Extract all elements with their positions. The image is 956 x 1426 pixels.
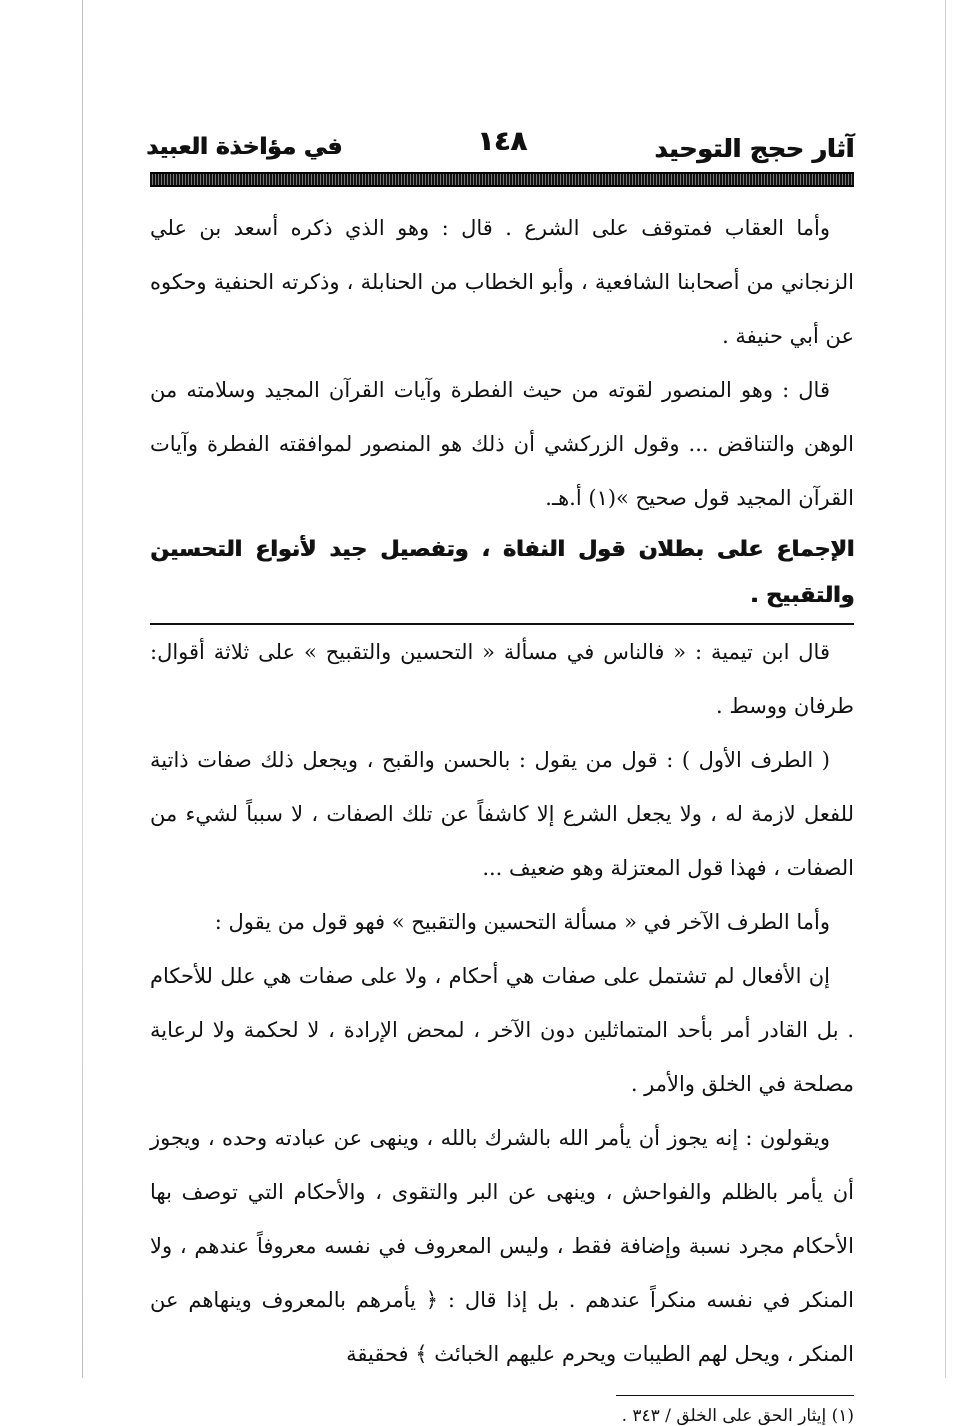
paragraph: قال ابن تيمية : « فالناس في مسألة « التحسين والتقبيح » على ثلاثة أقوال: طرفان ووسط . xyxy=(150,640,854,718)
footnote: (١) إيثار الحق على الخلق / ٣٤٣ . xyxy=(621,1406,854,1426)
scan-margin-line xyxy=(82,0,83,1378)
page-number: ١٤٨ xyxy=(477,126,527,157)
book-title: آثار حجج التوحيد xyxy=(654,134,854,163)
footnote-rule xyxy=(616,1395,854,1396)
section-title: في مؤاخذة العبيد xyxy=(146,134,342,160)
paragraph: وأما الطرف الآخر في « مسألة التحسين والتقبيح » فهو قول من يقول : xyxy=(214,910,830,934)
header-rule xyxy=(150,172,854,187)
body-text xyxy=(150,201,854,1381)
section-heading: الإجماع على بطلان قول النفاة ، وتفصيل جيد لأنواع التحسين والتقبيح . xyxy=(150,527,854,625)
paragraph: قال : وهو المنصور لقوته من حيث الفطرة وآيات القرآن المجيد وسلامته من الوهن والتناقض ... وقول الزركشي أن ذلك هو المنصور لموافقته الفطرة وآيات القرآن المجيد قول صحيح »(١) أ.هـ. xyxy=(150,378,854,510)
paragraph: وأما العقاب فمتوقف على الشرع . قال : وهو الذي ذكره أسعد بن علي الزنجاني من أصحابنا الشافعية ، وأبو الخطاب من الحنابلة ، وذكرته الحنفية وحكوه عن أبي حنيفة . xyxy=(150,216,854,348)
book-page xyxy=(146,126,854,1426)
paragraph: ( الطرف الأول ) : قول من يقول : بالحسن والقبح ، ويجعل ذلك صفات ذاتية للفعل لازمة له ، ولا يجعل الشرع إلا كاشفاً عن تلك الصفات ، لا سبباً لشيء من الصفات ، فهذا قول المعتزلة وهو ضعيف ... xyxy=(150,748,854,880)
paragraph: إن الأفعال لم تشتمل على صفات هي أحكام ، ولا على صفات هي علل للأحكام . بل القادر أمر بأحد المتماثلين دون الآخر ، لمحض الإرادة ، لا لحكمة ولا لرعاية مصلحة في الخلق والأمر . xyxy=(150,964,854,1096)
scan-edge-line xyxy=(945,0,946,1378)
running-header xyxy=(146,126,854,170)
paragraph: ويقولون : إنه يجوز أن يأمر الله بالشرك بالله ، وينهى عن عبادته وحده ، ويجوز أن يأمر بالظلم والفواحش ، وينهى عن البر والتقوى ، والأحكام التي توصف بها الأحكام مجرد نسبة وإضافة فقط ، وليس المعروف في نفسه معروفاً عندهم ، ولا المنكر في نفسه منكراً عندهم . بل إذا قال : ﴿ يأمرهم بالمعروف وينهاهم عن المنكر ، ويحل لهم الطيبات ويحرم عليهم الخبائث ﴾ فحقيقة xyxy=(150,1126,854,1366)
